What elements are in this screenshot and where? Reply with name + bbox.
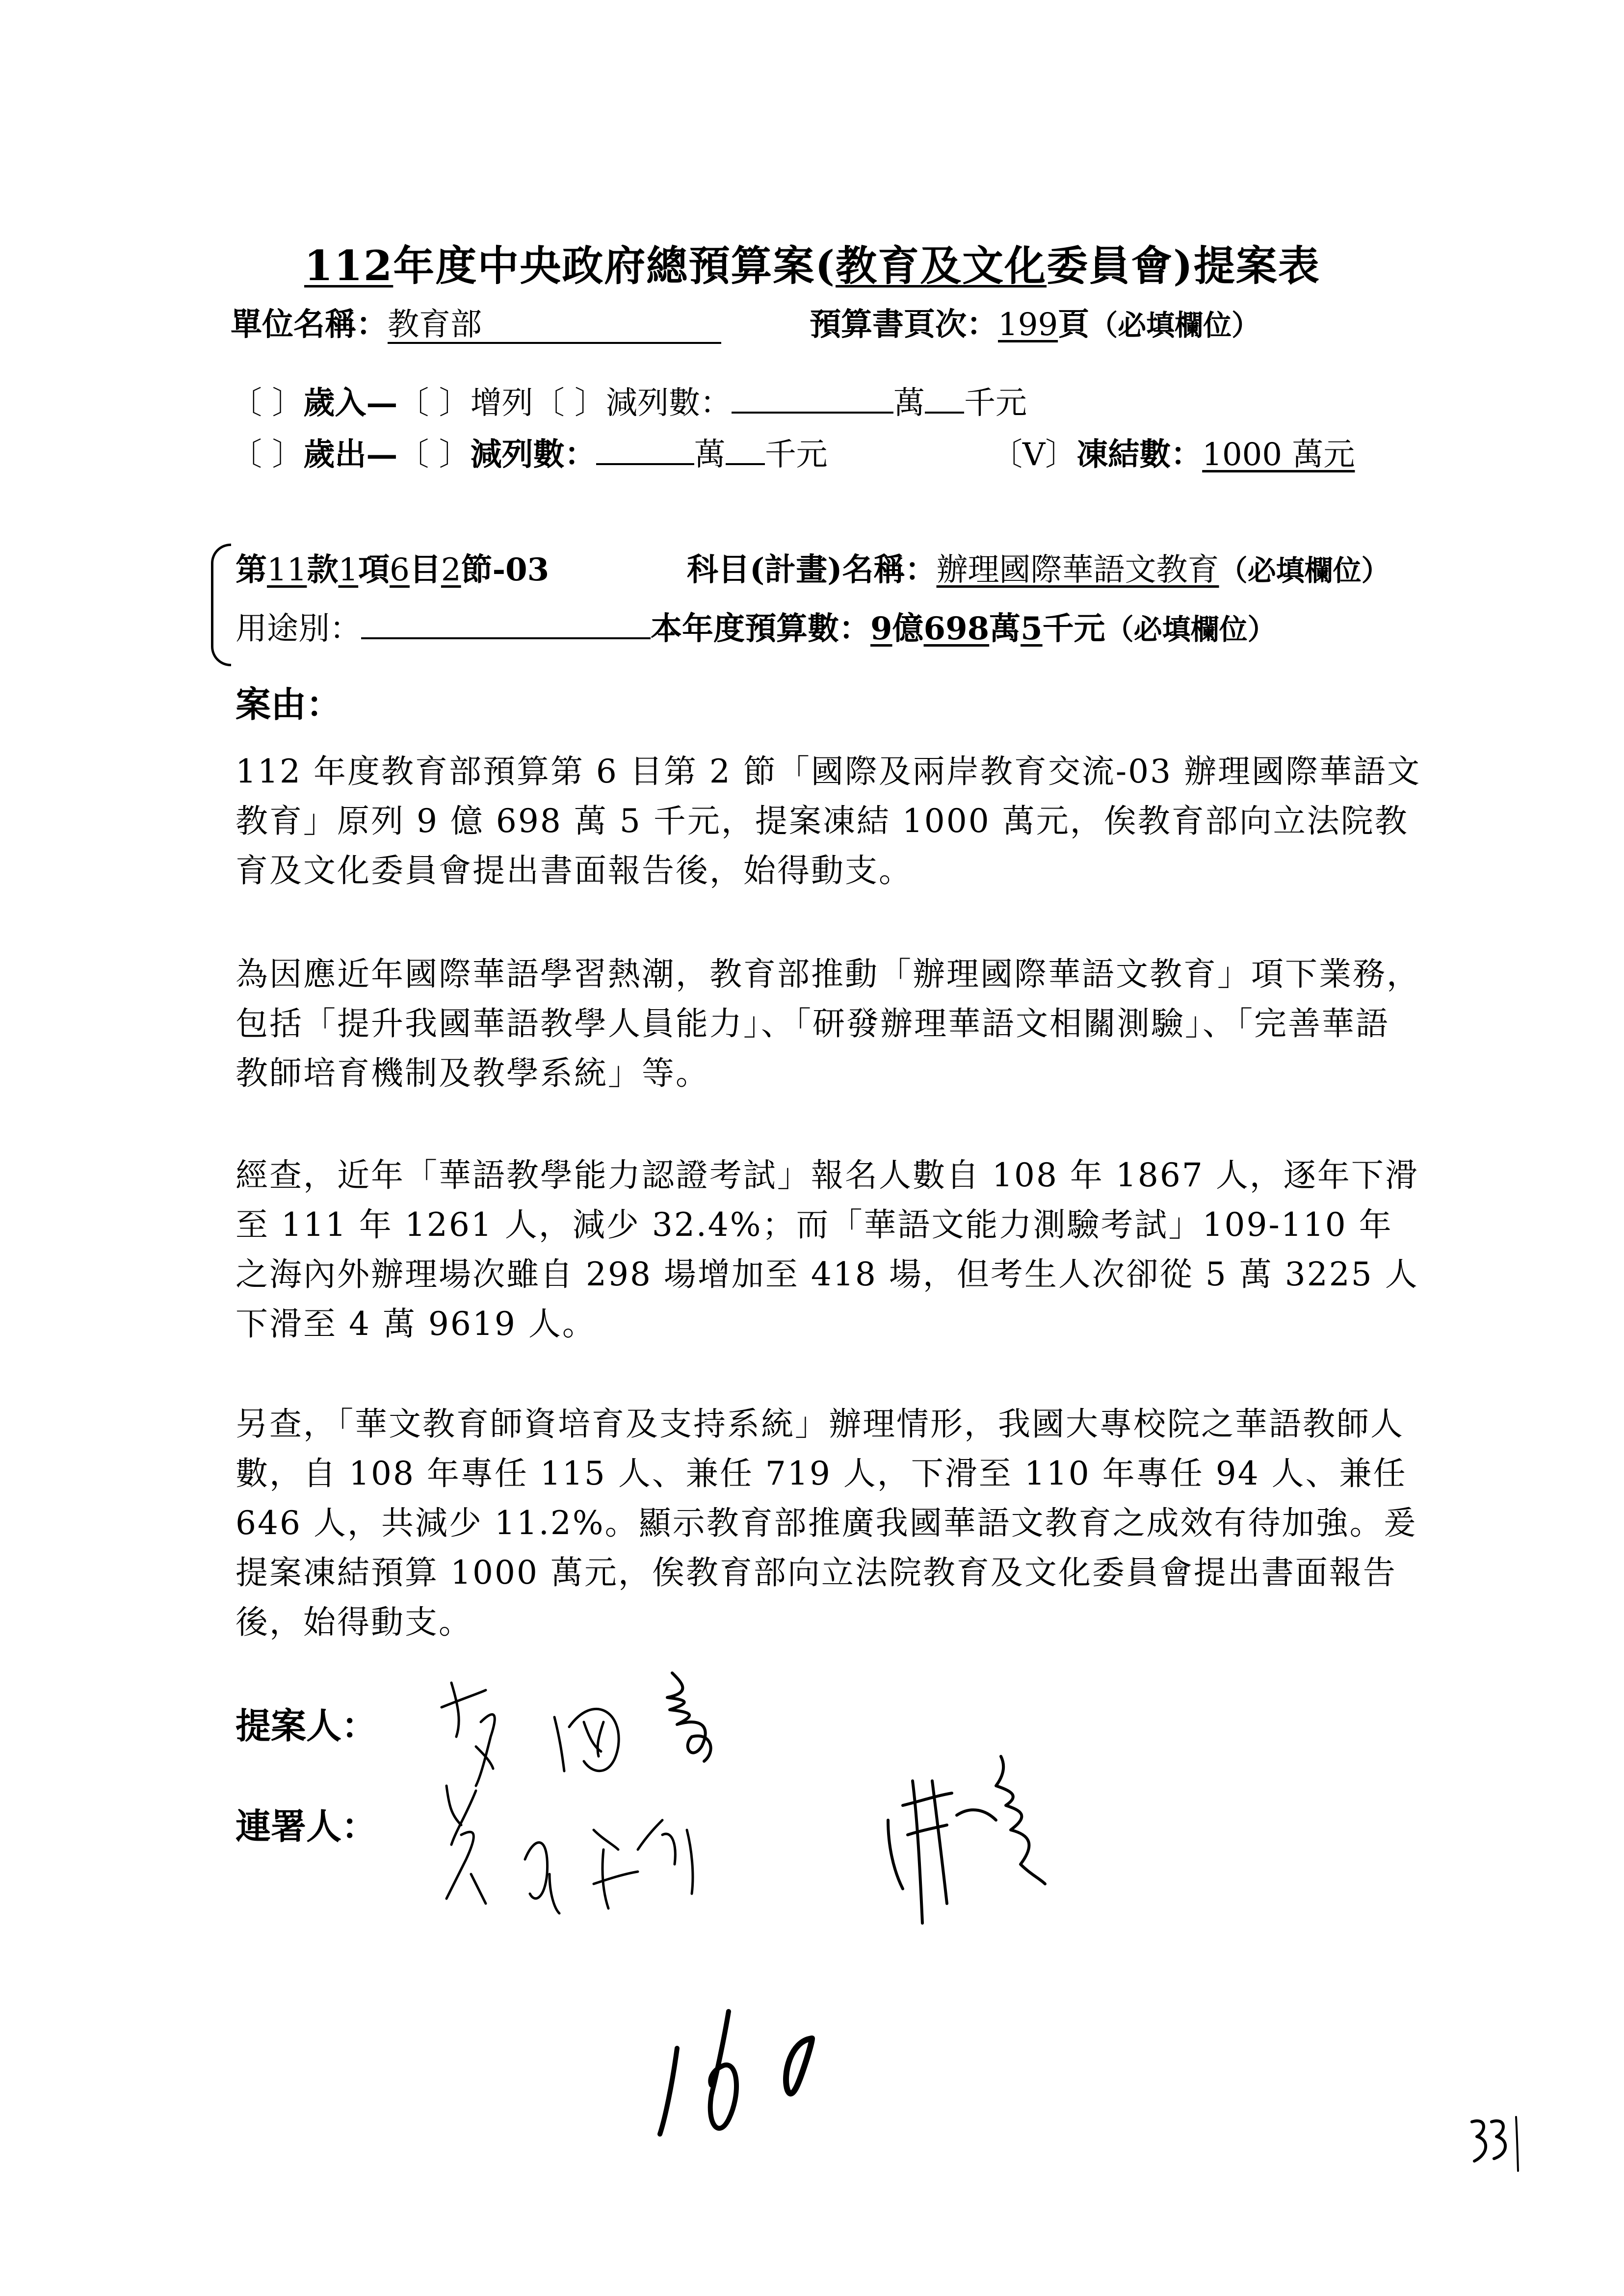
income-wan: 萬 (893, 385, 925, 421)
title-committee: 教育及文化 (836, 241, 1047, 290)
paragraph-text: 112 年度教育部預算第 6 目第 2 節「國際及兩岸教育交流-03 辦理國際華語文教育」原列 9 億 698 萬 5 千元，提案凍結 1000 萬元，俟教育部向立法院教育及文化委員會提出書面報告後，始得動支。 (236, 753, 1421, 889)
income-add-checkbox: 〔 〕 (397, 385, 471, 421)
reason-heading: 案由： (236, 683, 342, 725)
expense-row (231, 429, 828, 474)
required-note: （必填欄位） (1089, 309, 1260, 342)
paragraph-3 (236, 1150, 1423, 1349)
budget-page-row (810, 299, 1260, 344)
budget-yi-value: 9 (870, 610, 892, 647)
expense-reduce-checkbox: 〔 〕 (397, 437, 471, 473)
expense-label: 歲出— (303, 436, 398, 473)
budget-page-label: 預算書頁次： (810, 306, 998, 343)
freeze-value: 1000 萬元 (1202, 437, 1355, 473)
item-di: 第 (236, 551, 267, 588)
item-bracket (211, 544, 231, 666)
income-reduce-label: 減列數： (606, 385, 732, 421)
paragraph-text: 另查，「華文教育師資培育及支持系統」辦理情形，我國大專校院之華語教師人數，自 108 年專任 115 人、兼任 719 人，下滑至 110 年專任 94 人、兼任 646 人，共減少 11.2%。顯示教育部推廣我國華語文教育之成效有待加強。爰提案凍結預算 1000 萬元，俟教育部向立法院教育及文化委員會提出書面報告後，始得動支。 (236, 1405, 1417, 1641)
subject-label: 科目(計畫)名稱： (687, 551, 937, 588)
budget-qian-value: 5 (1021, 610, 1043, 647)
paragraph-4 (236, 1399, 1423, 1647)
budget-yi: 億 (892, 610, 924, 647)
income-qian-blank (925, 385, 964, 414)
subject-required: （必填欄位） (1219, 554, 1390, 587)
budget-qian: 千元 (1042, 610, 1105, 647)
subject-value: 辦理國際華語文教育 (936, 552, 1219, 588)
unit-row (231, 299, 721, 344)
mu-value: 6 (390, 552, 410, 588)
jie-label: 節-03 (461, 551, 550, 588)
expense-reduce-label: 減列數： (470, 436, 596, 473)
proposer-signature (437, 1663, 819, 1791)
form-title (304, 233, 1320, 292)
handwritten-sheet-number (643, 2011, 917, 2154)
item-row (236, 545, 549, 590)
xiang-value: 1 (338, 552, 359, 588)
title-text-1: 年度中央政府總預算案( (393, 241, 836, 290)
kuan-value: 11 (267, 552, 307, 588)
title-year: 112 (304, 241, 393, 290)
income-wan-blank (732, 385, 893, 414)
income-row (231, 378, 1027, 423)
paragraph-text: 為因應近年國際華語學習熱潮，教育部推動「辦理國際華語文教育」項下業務，包括「提升我國華語教學人員能力」、「研發辦理華語文相關測驗」、「完善華語教師培育機制及教學系統」等。 (236, 955, 1420, 1092)
budget-label: 本年度預算數： (651, 610, 870, 647)
freeze-group (991, 429, 1355, 474)
cosigner-label: 連署人： (236, 1805, 377, 1847)
unit-label: 單位名稱： (231, 306, 388, 343)
income-qian: 千元 (964, 385, 1027, 421)
kuan-label: 款 (307, 551, 339, 588)
paragraph-text: 經查，近年「華語教學能力認證考試」報名人數自 108 年 1867 人，逐年下滑至 111 年 1261 人，減少 32.4%；而「華語文能力測驗考試」109-110 年之海內外辦理場次雖自 298 場增加至 418 場，但考生人次卻從 5 萬 3225 人下滑至 4 萬 9619 人。 (236, 1156, 1419, 1343)
title-text-2: 委員會)提案表 (1047, 241, 1320, 290)
freeze-label: 凍結數： (1076, 436, 1203, 473)
unit-value: 教育部 (388, 308, 721, 344)
mu-label: 目 (409, 551, 441, 588)
subject-group (687, 545, 1390, 590)
expense-wan-blank (596, 437, 694, 465)
income-add-label: 增列 (470, 385, 533, 421)
budget-page-suffix: 頁 (1058, 306, 1090, 343)
cosigner-signature-2 (873, 1747, 1128, 1933)
usage-label: 用途別： (236, 611, 361, 647)
freeze-checkbox: 〔V〕 (991, 437, 1077, 473)
xiang-label: 項 (358, 551, 390, 588)
income-label: 歲入— (303, 385, 398, 421)
cosigner-signature-1 (432, 1776, 814, 1923)
jie-value: 2 (441, 552, 461, 588)
expense-checkbox: 〔 〕 (231, 437, 304, 473)
paragraph-2 (236, 949, 1423, 1098)
budget-wan-value: 698 (923, 610, 990, 647)
handwritten-page-number (1467, 2114, 1531, 2173)
usage-row (236, 603, 1276, 649)
expense-wan: 萬 (694, 437, 726, 473)
usage-blank (361, 611, 651, 639)
paragraph-1 (236, 747, 1423, 895)
budget-page-value: 199 (998, 307, 1058, 343)
proposer-label: 提案人： (236, 1705, 377, 1747)
income-reduce-checkbox: 〔 〕 (533, 385, 606, 421)
expense-qian-blank (726, 437, 765, 465)
income-checkbox: 〔 〕 (231, 385, 304, 421)
expense-qian: 千元 (764, 437, 828, 473)
budget-wan: 萬 (989, 610, 1021, 647)
budget-required: （必填欄位） (1105, 613, 1276, 646)
